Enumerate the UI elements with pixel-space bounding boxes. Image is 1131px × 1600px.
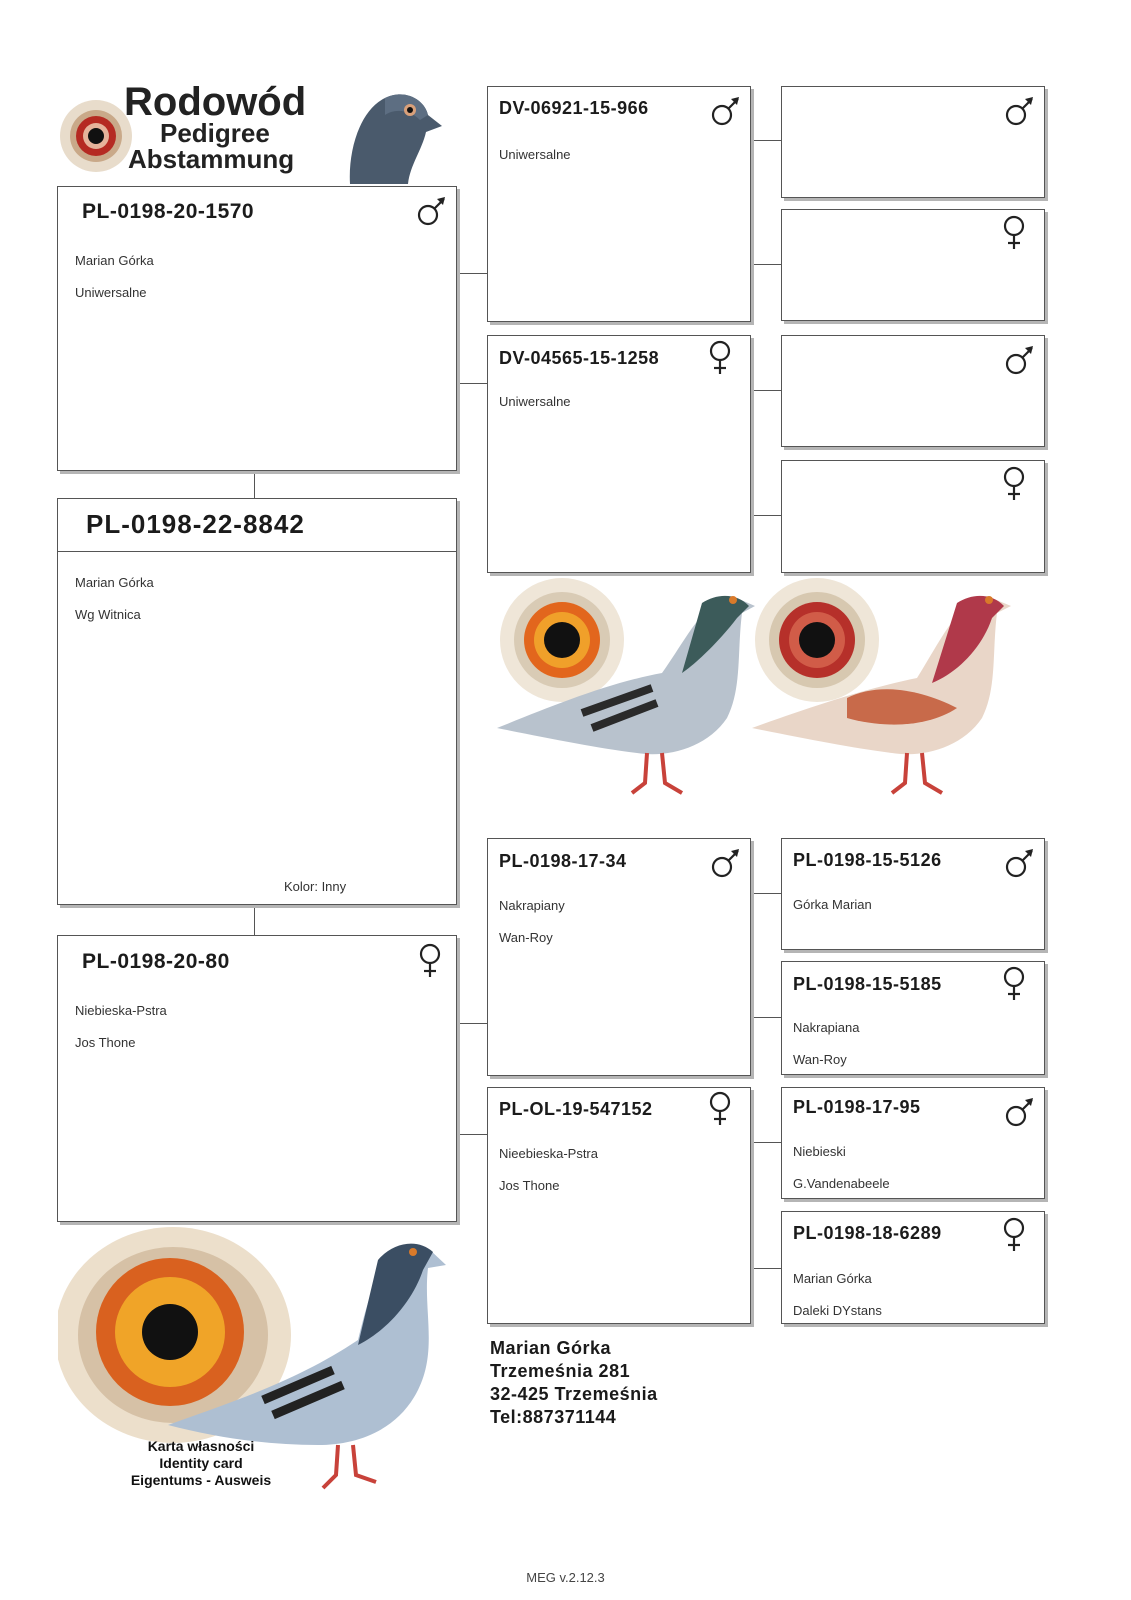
- great-grandparent-card[interactable]: [781, 1211, 1045, 1324]
- father-card[interactable]: [57, 186, 457, 471]
- info-line-1: Nakrapiana: [793, 1020, 860, 1035]
- info-line-2: Wan-Roy: [793, 1052, 847, 1067]
- info-line-1: Marian Górka: [793, 1271, 872, 1286]
- pigeon-eye-icon: [58, 98, 134, 174]
- female-symbol-icon: [998, 965, 1030, 1001]
- owner-name: Marian Górka: [490, 1338, 612, 1358]
- info-line-1: Niebieska-Pstra: [75, 1003, 167, 1018]
- header-divider: [58, 551, 456, 552]
- info-line-2: Daleki DYstans: [793, 1303, 882, 1318]
- subject-card[interactable]: [57, 498, 457, 905]
- bird-info: [75, 559, 154, 639]
- ring-number: PL-0198-17-34: [499, 851, 627, 871]
- bird-info: [75, 237, 154, 317]
- info-line-2: G.Vandenabeele: [793, 1176, 890, 1191]
- identity-line-1: Karta własności: [147, 1438, 255, 1454]
- connector: [751, 140, 781, 141]
- connector: [751, 1142, 781, 1143]
- ring-number: PL-0198-20-1570: [82, 200, 255, 223]
- bird-info: [793, 1128, 890, 1208]
- great-grandparent-card[interactable]: [781, 838, 1045, 950]
- ring-number: PL-OL-19-547152: [499, 1099, 653, 1119]
- male-symbol-icon: [1004, 93, 1036, 129]
- info-line-1: Nakrapiany: [499, 898, 565, 913]
- info-owner: Marian Górka: [75, 575, 154, 590]
- info-line-1: Uniwersalne: [499, 147, 571, 162]
- connector: [457, 273, 487, 274]
- female-symbol-icon: [704, 1090, 736, 1126]
- bird-info: [499, 882, 565, 962]
- info-line-1: Nieebieska-Pstra: [499, 1146, 598, 1161]
- ring-number: DV-04565-15-1258: [499, 348, 660, 368]
- male-symbol-icon: [710, 93, 742, 129]
- info-line-1: Uniwersalne: [499, 394, 571, 409]
- owner-phone: Tel:887371144: [490, 1407, 617, 1427]
- connector: [751, 893, 781, 894]
- great-grandparent-card[interactable]: [781, 1087, 1045, 1199]
- male-symbol-icon: [1004, 1094, 1036, 1130]
- header-logo: [58, 80, 448, 184]
- connector: [751, 264, 781, 265]
- info-line-1: Marian Górka: [75, 253, 154, 268]
- great-grandparent-card[interactable]: [781, 961, 1045, 1075]
- info-line-1: Niebieski: [793, 1144, 846, 1159]
- connector: [254, 471, 255, 498]
- subject-ring-number: PL-0198-22-8842: [86, 509, 305, 539]
- bird-info: [499, 1130, 598, 1210]
- info-line-2: Uniwersalne: [75, 285, 147, 300]
- mother-card[interactable]: [57, 935, 457, 1222]
- connector: [751, 390, 781, 391]
- info-line-2: Jos Thone: [499, 1178, 560, 1193]
- ring-number: PL-0198-18-6289: [793, 1223, 942, 1243]
- ring-number: DV-06921-15-966: [499, 98, 649, 118]
- male-symbol-icon: [710, 845, 742, 881]
- connector: [457, 1023, 487, 1024]
- info-line-2: Wan-Roy: [499, 930, 553, 945]
- female-symbol-icon: [998, 214, 1030, 250]
- connector: [457, 383, 487, 384]
- bird-info: [793, 1255, 882, 1335]
- info-line-2: Jos Thone: [75, 1035, 136, 1050]
- great-grandparent-card[interactable]: [781, 86, 1045, 198]
- connector: [751, 1268, 781, 1269]
- great-grandparent-card[interactable]: [781, 209, 1045, 321]
- great-grandparent-card[interactable]: [781, 460, 1045, 573]
- pigeon-head-image: [330, 80, 450, 184]
- bird-info: [499, 131, 571, 179]
- connector: [254, 905, 255, 935]
- male-symbol-icon: [1004, 845, 1036, 881]
- granddam-maternal-card[interactable]: [487, 1087, 751, 1324]
- female-symbol-icon: [704, 339, 736, 375]
- connector: [751, 1017, 781, 1018]
- bird-info: [499, 378, 571, 426]
- grandsire-maternal-card[interactable]: [487, 838, 751, 1076]
- female-symbol-icon: [414, 942, 446, 978]
- title-abstammung: Abstammung: [128, 144, 295, 174]
- version-label: MEG v.2.12.3: [526, 1570, 605, 1585]
- pigeons-illustration: [487, 578, 1047, 833]
- title-rodowod: Rodowód: [124, 80, 307, 124]
- grandsire-paternal-card[interactable]: [487, 86, 751, 322]
- color-label: Kolor: Inny: [284, 879, 347, 894]
- identity-card-label: [96, 1438, 306, 1489]
- female-symbol-icon: [998, 465, 1030, 501]
- connector: [751, 515, 781, 516]
- bird-info: [793, 881, 872, 929]
- owner-address-line-2: 32-425 Trzemeśnia: [490, 1384, 658, 1404]
- connector: [457, 1134, 487, 1135]
- male-symbol-icon: [1004, 342, 1036, 378]
- ring-number: PL-0198-20-80: [82, 950, 230, 973]
- great-grandparent-card[interactable]: [781, 335, 1045, 447]
- owner-address: [490, 1337, 658, 1429]
- bird-info: [793, 1004, 860, 1084]
- female-symbol-icon: [998, 1216, 1030, 1252]
- bird-info: [75, 987, 167, 1067]
- info-line-1: Górka Marian: [793, 897, 872, 912]
- title-pedigree: Pedigree: [160, 118, 270, 148]
- ring-number: PL-0198-17-95: [793, 1097, 921, 1117]
- ring-number: PL-0198-15-5126: [793, 850, 942, 870]
- male-symbol-icon: [416, 193, 448, 229]
- granddam-paternal-card[interactable]: [487, 335, 751, 573]
- identity-line-3: Eigentums - Ausweis: [130, 1472, 272, 1488]
- ring-number: PL-0198-15-5185: [793, 974, 942, 994]
- owner-address-line-1: Trzemeśnia 281: [490, 1361, 631, 1381]
- info-strain: Wg Witnica: [75, 607, 141, 622]
- identity-line-2: Identity card: [159, 1455, 243, 1471]
